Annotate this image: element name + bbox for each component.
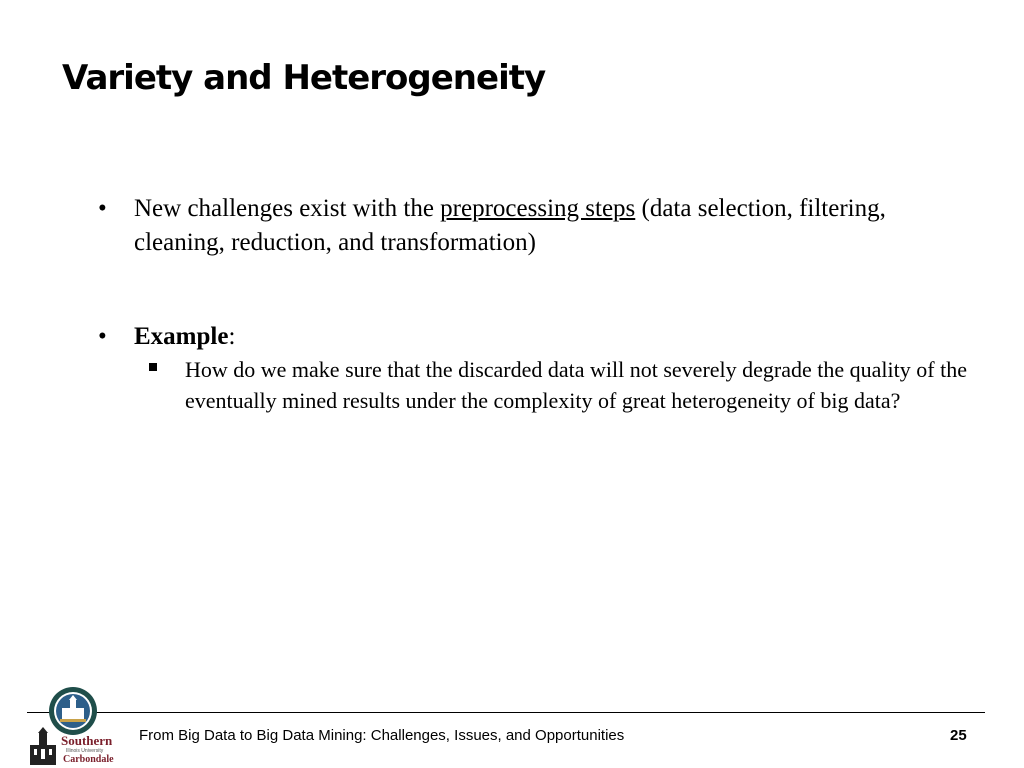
- footer-title: From Big Data to Big Data Mining: Challenges, Issues, and Opportunities: [139, 727, 625, 744]
- sub-bullet-text: How do we make sure that the discarded data will not severely degrade the quality of the eventually mined results under the complexity of great heterogeneity of big data?: [185, 357, 967, 413]
- building-icon: [28, 727, 58, 767]
- bullet-marker-icon: •: [98, 195, 107, 222]
- logo-subtitle: Illinois University: [66, 748, 104, 754]
- slide-body: [96, 192, 976, 416]
- bullet-item: [96, 192, 976, 260]
- square-bullet-icon: [149, 363, 157, 371]
- sub-bullet-item: [146, 354, 976, 416]
- preprocessing-steps-link: preprocessing steps: [440, 195, 636, 222]
- logo-name-line: Southern: [61, 733, 113, 748]
- page-number: 25: [950, 727, 967, 744]
- example-label: Example: [134, 323, 229, 350]
- example-colon: :: [228, 323, 236, 350]
- logo-city-line: Carbondale: [63, 754, 114, 765]
- footer-divider: [27, 712, 985, 713]
- bullet-text-continued: (data selection, filtering, cleaning, reduction, and transformation): [134, 195, 886, 256]
- bullet-text: New challenges exist with the: [134, 195, 441, 222]
- university-logo: [28, 727, 118, 767]
- slide-title: Variety and Heterogeneity: [62, 58, 546, 98]
- bullet-item-example: [96, 320, 976, 354]
- bullet-marker-icon: •: [98, 323, 107, 350]
